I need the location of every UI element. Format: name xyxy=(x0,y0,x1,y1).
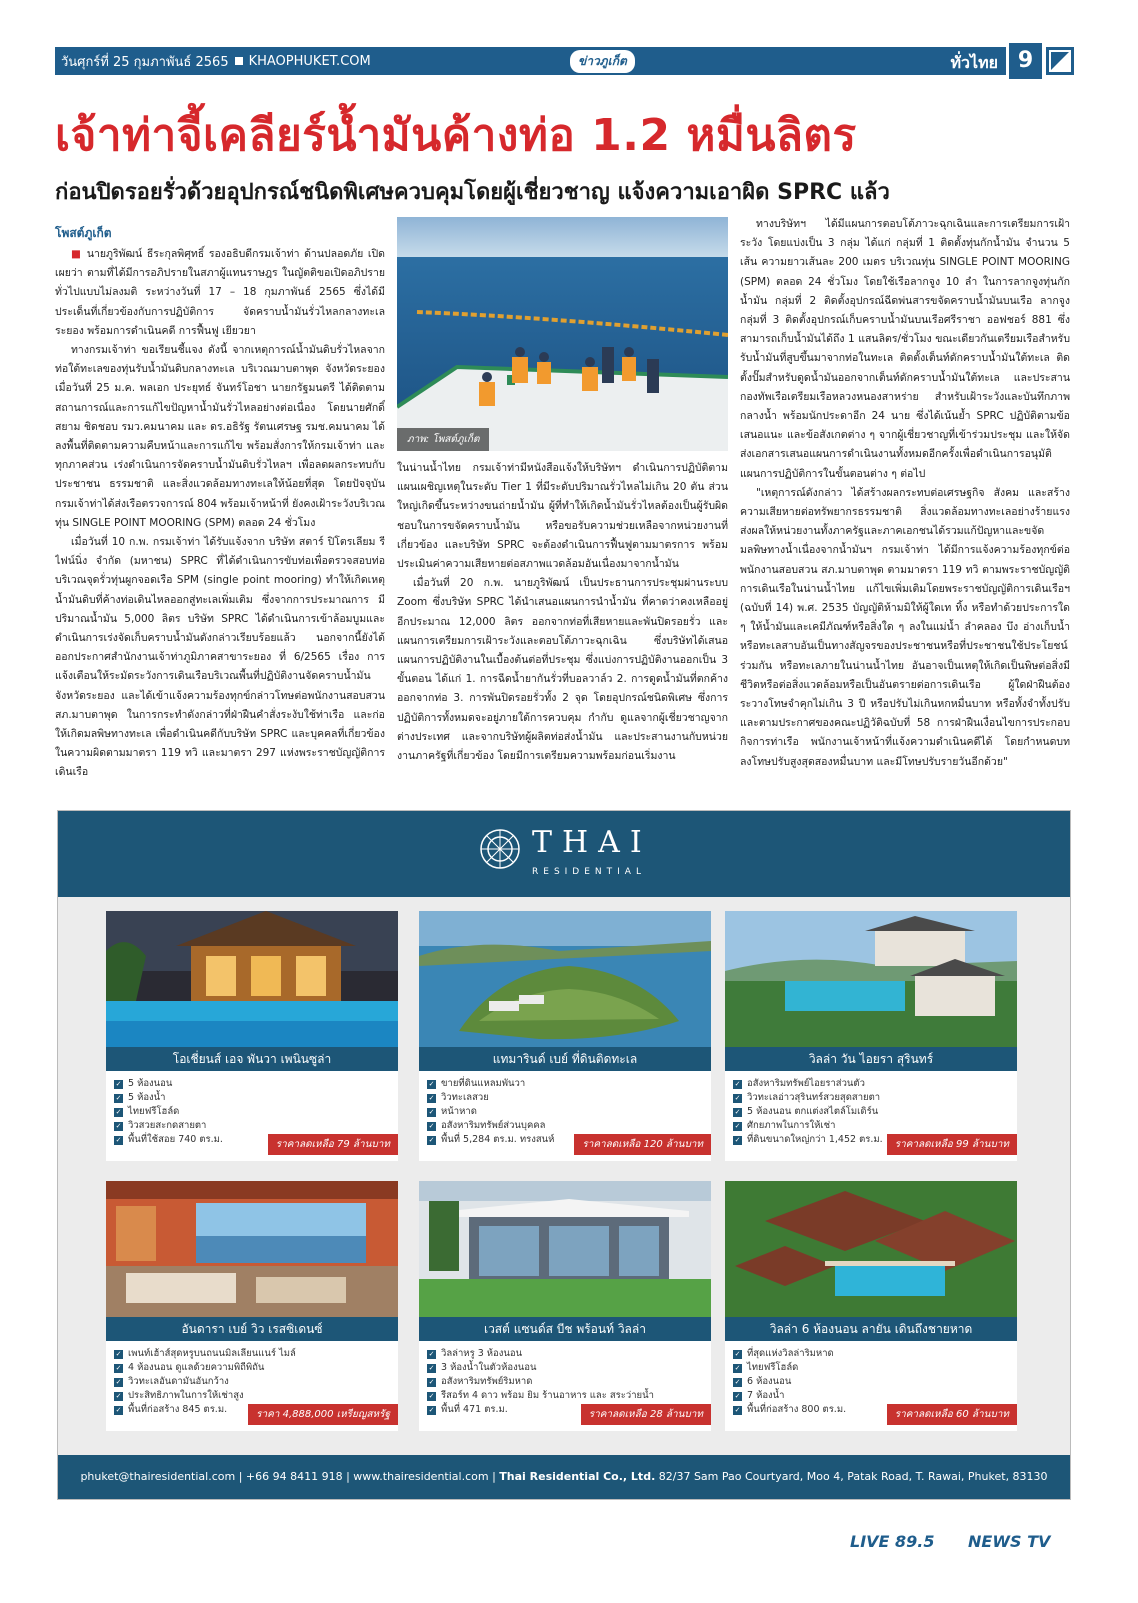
checkbox-icon: ✓ xyxy=(115,1377,122,1386)
section-title: ทั่วไทย xyxy=(950,53,998,72)
aerial-villa-image xyxy=(725,1181,1017,1317)
feature-item: ✓ พื้นที่ 5,284 ตร.ม. ทรงสนห์ xyxy=(428,1134,555,1145)
feature-item: ✓ 5 ห้องนอน xyxy=(115,1078,173,1089)
listing-title: อันดารา เบย์ วิว เรสซิเดนซ์ xyxy=(106,1317,398,1341)
checkbox-icon: ✓ xyxy=(428,1405,435,1414)
feature-item: ✓ อสังหาริมทรัพย์ส่วนบุคคล xyxy=(428,1120,546,1131)
boat-at-sea-image xyxy=(397,217,728,451)
feature-item: ✓ เพนท์เฮ้าส์สุดหรูบนถนนมิลเลียนแนร์ ไมล์ xyxy=(115,1348,296,1359)
listing-title: โอเชี่ยนส์ เอจ พันวา เพนินซูล่า xyxy=(106,1047,398,1071)
article-column-1 xyxy=(55,245,385,805)
photo-caption: ภาพ: โพสต์ภูเก็ต xyxy=(397,428,489,451)
living-room-image xyxy=(106,1181,398,1317)
price-tag: ราคาลดเหลือ 99 ล้านบาท xyxy=(887,1134,1017,1155)
price-tag: ราคา 4,888,000 เหรียญสหรัฐ xyxy=(248,1404,398,1425)
article-headline: เจ้าท่าจี้เคลียร์น้ำมันค้างท่อ 1.2 หมื่นลิตร xyxy=(55,110,857,161)
feature-item: ✓ 6 ห้องนอน xyxy=(734,1376,792,1387)
checkbox-icon: ✓ xyxy=(734,1405,741,1414)
feature-item: ✓ ไทยฟรีโฮล์ด xyxy=(115,1106,180,1117)
price-tag: ราคาลดเหลือ 28 ล้านบาท xyxy=(581,1404,711,1425)
feature-item: ✓ หน้าหาด xyxy=(428,1106,477,1117)
separator-square-icon xyxy=(235,57,243,65)
listing-card[interactable] xyxy=(725,1181,1017,1431)
feature-item: ✓ ประสิทธิภาพในการให้เช่าสูง xyxy=(115,1390,244,1401)
checkbox-icon: ✓ xyxy=(428,1093,435,1102)
article-subheadline: ก่อนปิดรอยรั่วด้วยอุปกรณ์ชนิดพิเศษควบคุมโดยผู้เชี่ยวชาญ แจ้งความเอาผิด SPRC แล้ว xyxy=(55,180,890,205)
page-corner-icon xyxy=(1046,47,1074,75)
article-column-3 xyxy=(740,215,1070,813)
listing-card[interactable] xyxy=(419,1181,711,1431)
checkbox-icon: ✓ xyxy=(734,1391,741,1400)
masthead-bar xyxy=(55,47,1042,75)
paragraph: ในน่านน้ำไทย กรมเจ้าท่ามีหนังสือแจ้งให้บริษัทฯ ดำเนินการปฏิบัติตามแผนเผชิญเหตุในระดับ Tier 1 ที่มีระดับปริมาณรั่วไหลไม่เกิน 20 ตัน ส่วนใหญ่เกิดขึ้นระหว่างขนถ่ายน้ำมัน ผู้ที่ทำให้เกิดน้ำมันรั่วไหลต้องเป็นผู้รับผิดชอบในการขจัดคราบน้ำมัน หรือขอรับความช่วยเหลือจากหน่วยงานที่เกี่ยวข้อง และบริษัท SPRC จะต้องดำเนินการฟื้นฟูตามมาตรการ พร้อมประเมินค่าความเสียหายต่อสภาพแวดล้อมอันเนื่องมาจากน้ำมัน xyxy=(397,462,728,571)
feature-item: ✓ พื้นที่ก่อสร้าง 800 ตร.ม. xyxy=(734,1404,847,1415)
feature-item: ✓ 4 ห้องนอน ดูแลด้วยความพิถีพิถัน xyxy=(115,1362,265,1373)
ad-header xyxy=(58,811,1070,897)
paragraph xyxy=(55,245,385,341)
brand-name: THAI xyxy=(532,825,652,860)
checkbox-icon: ✓ xyxy=(428,1079,435,1088)
checkbox-icon: ✓ xyxy=(734,1107,741,1116)
checkbox-icon: ✓ xyxy=(428,1135,435,1144)
feature-item: ✓ ที่ดินขนาดใหญ่กว่า 1,452 ตร.ม. xyxy=(734,1134,883,1145)
checkbox-icon: ✓ xyxy=(115,1405,122,1414)
feature-item: ✓ วิวทะเลอ่าวสุรินทร์สวยสุดสายตา xyxy=(734,1092,881,1103)
checkbox-icon: ✓ xyxy=(115,1135,122,1144)
footer-company: Thai Residential Co., Ltd. xyxy=(499,1470,656,1483)
listing-title: วิลล่า วัน ไอยรา สุรินทร์ xyxy=(725,1047,1017,1071)
checkbox-icon: ✓ xyxy=(734,1349,741,1358)
footer-address: 82/37 Sam Pao Courtyard, Moo 4, Patak Road, T. Rawai, Phuket, 83130 xyxy=(655,1470,1048,1483)
issue-date: วันศุกร์ที่ 25 กุมภาพันธ์ 2565 xyxy=(61,54,229,70)
checkbox-icon: ✓ xyxy=(734,1377,741,1386)
paragraph: "เหตุการณ์ดังกล่าว ได้สร้างผลกระทบต่อเศรษฐกิจ สังคม และสร้างความเสียหายต่อทรัพยากรธรรมชาติ สิ่งแวดล้อมทางทะเลอย่างร้ายแรง ส่งผลให้หน่วยงานทั้งภาครัฐและภาคเอกชนได้รวมแก้ปัญหาและขจัดมลพิษทางน้ำเนื่องจากน้ำมันฯ กรมเจ้าท่า ได้มีการแจ้งความร้องทุกข์ต่อพนักงานสอบสวน สภ.มาบตาพุด ตามมาตรา 119 ทวิ ตามพระราชบัญญัติการเดินเรือในน่านน้ำไทย แก้ไขเพิ่มเติมโดยพระราชบัญญัติการเดินเรือฯ (ฉบับที่ 14) พ.ศ. 2535 บัญญัติห้ามมิให้ผู้ใดเท ทิ้ง หรือทำด้วยประการใด ๆ ให้น้ำมันและเคมีภัณฑ์หรือสิ่งใด ๆ ลงในแม่น้ำ ลำคลอง บึง อ่างเก็บน้ำ หรือทะเลสาบอันเป็นทางสัญจรของประชาชนหรือที่ประชาชนใช้ประโยชน์ร่วมกัน หรือทะเลภายในน่านน้ำไทย อันอาจเป็นเหตุให้เกิดเป็นพิษต่อสิ่งมีชีวิตหรือต่อสิ่งแวดล้อมหรือเป็นอันตรายต่อการเดินเรือ ผู้ใดฝ่าฝืนต้องระวางโทษจำคุกไม่เกิน 3 ปี หรือปรับไม่เกินหกหมื่นบาท หรือทั้งจำทั้งปรับ และตามประกาศของคณะปฏิวัติฉบับที่ 58 การฝ่าฝืนเงื่อนไขการประกอบกิจการท่าเรือ พนักงานเจ้าหน้าที่แจ้งความดำเนินคดีได้ โดยกำหนดบทลงโทษปรับสูงสุดสองหมื่นบาท และมีโทษปรับรายวันอีกด้วย" xyxy=(740,486,1070,768)
article-byline: โพสต์ภูเก็ต xyxy=(55,226,112,240)
hillside-villa-image xyxy=(725,911,1017,1047)
live-radio-logo: LIVE 89.5 xyxy=(850,1532,935,1551)
page-number: 9 xyxy=(1006,43,1042,79)
checkbox-icon: ✓ xyxy=(115,1363,122,1372)
feature-item: ✓ 3 ห้องน้ำในตัวห้องนอน xyxy=(428,1362,537,1373)
feature-item: ✓ ขายที่ดินแหลมพันวา xyxy=(428,1078,526,1089)
feature-item: ✓ ที่สุดแห่งวิลล่าริมหาด xyxy=(734,1348,834,1359)
feature-item: ✓ ไทยฟรีโฮล์ด xyxy=(734,1362,799,1373)
feature-list xyxy=(733,1077,883,1147)
checkbox-icon: ✓ xyxy=(734,1363,741,1372)
price-tag: ราคาลดเหลือ 60 ล้านบาท xyxy=(887,1404,1017,1425)
checkbox-icon: ✓ xyxy=(428,1349,435,1358)
feature-item: ✓ อสังหาริมทรัพย์ริมหาด xyxy=(428,1376,533,1387)
feature-item: ✓ 7 ห้องน้ำ xyxy=(734,1390,785,1401)
listing-card[interactable] xyxy=(725,911,1017,1161)
checkbox-icon: ✓ xyxy=(428,1363,435,1372)
feature-item: ✓ พื้นที่ 471 ตร.ม. xyxy=(428,1404,508,1415)
listing-title: เวสต์ แซนด์ส บีช พร้อนท์ วิลล่า xyxy=(419,1317,711,1341)
feature-item: ✓ วิลล่าหรู 3 ห้องนอน xyxy=(428,1348,523,1359)
article-photo xyxy=(397,217,728,451)
paragraph: เมื่อวันที่ 20 ก.พ. นายภูริพัฒน์ เป็นประธานการประชุมผ่านระบบ Zoom ซึ่งบริษัท SPRC ได้นำเสนอแผนการนำน้ำมัน ที่คาดว่าคงเหลืออยู่อีกประมาณ 12,000 ลิตร ออกจากท่อที่เสียหายและพันปิดรอยรั่ว และแผนการเตรียมการเฝ้าระวังและตอบโต้ภาวะฉุกเฉิน ซึ่งบริษัทได้เสนอแผนการปฏิบัติงานในเบื้องต้นต่อที่ประชุม ซึ่งแบ่งการปฏิบัติงานออกเป็น 3 ขั้นตอน ได้แก่ 1. การฉีดน้ำยากันรั่วที่บอลวาล์ว 2. การดูดน้ำมันที่ตกค้างออกจากท่อ 3. การพันปิดรอยรั่วทั้ง 2 จุด โดยอุปกรณ์ชนิดพิเศษ ซึ่งการปฏิบัติการทั้งหมดจะอยู่ภายใต้การควบคุม กำกับ ดูแลจากผู้เชี่ยวชาญจากต่างประเทศ และจากบริษัทผู้ผลิตท่อส่งน้ำมัน และประสานงานกับหน่วยงานภาครัฐที่เกี่ยวข้อง โดยมีการเตรียมความพร้อมก่อนเริ่มงาน xyxy=(397,577,728,763)
feature-item: ✓ วิวทะเลสวย xyxy=(428,1092,489,1103)
villa-pool-image xyxy=(106,911,398,1047)
feature-list xyxy=(114,1077,223,1147)
checkbox-icon: ✓ xyxy=(734,1079,741,1088)
checkbox-icon: ✓ xyxy=(428,1107,435,1116)
partner-logos xyxy=(850,1524,1072,1564)
bullet-square-icon: ■ xyxy=(71,248,87,260)
price-tag: ราคาลดเหลือ 120 ล้านบาท xyxy=(574,1134,711,1155)
beachfront-villa-image xyxy=(419,1181,711,1317)
checkbox-icon: ✓ xyxy=(734,1121,741,1130)
feature-list xyxy=(427,1077,554,1147)
checkbox-icon: ✓ xyxy=(428,1391,435,1400)
paragraph: ทางกรมเจ้าท่า ขอเรียนชี้แจง ดังนี้ จากเหตุการณ์น้ำมันดิบรั่วไหลจากท่อใต้ทะเลของทุ่นรับน้ำมันดิบกลางทะเล บริเวณมาบตาพุด จังหวัดระยอง เมื่อวันที่ 25 ม.ค. พลเอก ประยุทธ์ จันทร์โอชา นายกรัฐมนตรี ได้ติดตามสถานการณ์และการแก้ไขปัญหาน้ำมันรั่วไหลอย่างต่อเนื่อง โดยนายศักดิ์สยาม ชิดชอบ รมว.คมนาคม และ ดร.อธิรัฐ รัตนเศรษฐ รมช.คมนาคม ได้ลงพื้นที่ติดตามความคืบหน้าและการแก้ไข พร้อมสั่งการให้กรมเจ้าท่า และทุกภาคส่วน เร่งดำเนินการจัดคราบน้ำมันดิบรั่วไหลฯ เพื่อลดผลกระทบกับประชาชน ธรรมชาติ และสิ่งแวดล้อมทางทะเลให้น้อยที่สุด โดยปัจจุบัน กรมเจ้าท่าได้ส่งเรือตรวจการณ์ 804 พร้อมเจ้าหน้าที่ ยังคงเฝ้าระวังบริเวณทุ่น SINGLE POINT MOORING (SPM) ตลอด 24 ชั่วโมง xyxy=(55,344,385,529)
paragraph: เมื่อวันที่ 10 ก.พ. กรมเจ้าท่า ได้รับแจ้งจาก บริษัท สตาร์ ปิโตรเลียม รีไฟน์นิ่ง จำกัด (มหาชน) SPRC ที่ได้ดำเนินการขับท่อเพื่อตรวจสอบท่อบริเวณจุดรั่วทุ่นผูกจอดเรือ SPM (single point mooring) ทำให้เกิดเหตุน้ำมันดิบที่ค้างท่อเดินไหลออกสู่ทะเลเพิ่มเติม ซึ่งจากการประมาณการ มีปริมาณน้ำมัน 5,000 ลิตร บริษัท SPRC ได้ดำเนินการเข้าล้อมบูมและดำเนินการเร่งจัดเก็บคราบน้ำมันดังกล่าวเรียบร้อยแล้ว นอกจากนี้ยังได้ออกประกาศสำนักงานเจ้าท่าภูมิภาคสาขาระยอง ที่ 6/2565 เรื่อง การแจ้งเตือนให้ระมัดระวังการเดินเรือบริเวณพื้นที่ปฏิบัติงานจัดคราบน้ำมันจังหวัดระยอง และได้เข้าแจ้งความร้องทุกข์กล่าวโทษต่อพนักงานสอบสวนสภ.มาบตาพุด ในการกระทำดังกล่าวที่ฝ่าฝืนคำสั่งระงับใช้ท่าเรือ และก่อให้เกิดมลพิษทางทะเล เพื่อดำเนินคดีกับบริษัท SPRC และบุคคลที่เกี่ยวข้องในความผิดตามมาตรา 119 ทวิ และมาตรา 297 แห่งพระราชบัญญัติการเดินเรือ xyxy=(55,536,385,779)
paragraph-text: นายภูริพัฒน์ ธีระกุลพิศุทธิ์ รองอธิบดีกรมเจ้าท่า ด้านปลอดภัย เปิดเผยว่า ตามที่ได้มีการอภิปรายในสภาผู้แทนราษฎร ในญัตติขอเปิดอภิปรายทั่วไปแบบไม่ลงมติ ระหว่างวันที่ 17 – 18 กุมภาพันธ์ 2565 ซึ่งได้มีประเด็นที่เกี่ยวข้องกับการปฏิบัติการ จัดคราบน้ำมันรั่วไหลกลางทะเลระยอง พร้อมการดำเนินคดี การฟื้นฟู เยียวยา xyxy=(55,248,385,337)
checkbox-icon: ✓ xyxy=(734,1093,741,1102)
checkbox-icon: ✓ xyxy=(115,1121,122,1130)
feature-item: ✓ วิวสวยสะกดสายตา xyxy=(115,1120,207,1131)
footer-contact: phuket@thairesidential.com | +66 94 8411 918 | www.thairesidential.com | xyxy=(80,1470,500,1483)
news-tv-logo: NEWS TV xyxy=(968,1532,1051,1551)
checkbox-icon: ✓ xyxy=(428,1121,435,1130)
paragraph: ทางบริษัทฯ ได้มีแผนการตอบโต้ภาวะฉุกเฉินและการเตรียมการเฝ้าระวัง โดยแบ่งเป็น 3 กลุ่ม ได้แก่ กลุ่มที่ 1 ติดตั้งทุ่นกักน้ำมัน จำนวน 5 เส้น ความยาวเส้นละ 200 เมตร บริเวณทุ่น SINGLE POINT MOORING (SPM) ตลอด 24 ชั่วโมง โดยใช้เรือลากจูง 10 ลำ ในการลากจูงทุ่นกักน้ำมัน กลุ่มที่ 2 ติดตั้งอุปกรณ์ฉีดพ่นสารขจัดคราบน้ำมันบนเรือ ลากจูง กลุ่มที่ 3 ติดตั้งอุปกรณ์เก็บคราบน้ำมันบนเรือศรีราชา ออฟชอร์ 881 ซึ่งสามารถเก็บน้ำมันได้ถึง 1 แสนลิตร/ชั่วโมง ขณะเดียวกันเตรียมเรือสำหรับรับน้ำมันที่สูบขึ้นมาจากท่อในทะเล ติดตั้งเต็นท์ดักคราบน้ำมันใต้ทะเล ติดตั้งปั๊มสำหรับดูดน้ำมันออกจากเต็นท์ดักคราบน้ำมันใต้ทะเล และประสานกองทัพเรือเตรียมเรือหลวงหนองสาหร่าย สำหรับเฝ้าระวังและบันทึกภาพกลางน้ำ พร้อมนักประดาอีก 24 นาย ซึ่งได้เน้นย้ำ SPRC ปฏิบัติตามข้อเสนอแนะ และข้อสังเกตต่าง ๆ จากผู้เชี่ยวชาญที่เข้าร่วมประชุม และให้จัดส่งเอกสารเสนอแผนการดำเนินงานทั้งหมดอีกครั้งเพื่อดำเนินการอนุมัติแผนการปฏิบัติการในขั้นตอนต่าง ๆ ต่อไป xyxy=(740,218,1070,480)
checkbox-icon: ✓ xyxy=(734,1135,741,1144)
thai-residential-advertisement xyxy=(57,810,1071,1500)
website-label: KHAOPHUKET.COM xyxy=(248,53,371,69)
listing-card[interactable] xyxy=(106,1181,398,1431)
checkbox-icon: ✓ xyxy=(428,1377,435,1386)
listing-title: แทมารินด์ เบย์ ที่ดินติดทะเล xyxy=(419,1047,711,1071)
checkbox-icon: ✓ xyxy=(115,1093,122,1102)
feature-item: ✓ พื้นที่ก่อสร้าง 845 ตร.ม. xyxy=(115,1404,228,1415)
listing-card[interactable] xyxy=(419,911,711,1161)
article-column-2 xyxy=(397,459,728,809)
feature-list xyxy=(733,1347,846,1417)
island-coast-image xyxy=(419,911,711,1047)
feature-item: ✓ วิวทะเลอันดามันอันกว้าง xyxy=(115,1376,229,1387)
listing-title: วิลล่า 6 ห้องนอน ลายัน เดินถึงชายหาด xyxy=(725,1317,1017,1341)
price-tag: ราคาลดเหลือ 79 ล้านบาท xyxy=(268,1134,398,1155)
ad-footer xyxy=(58,1455,1070,1499)
paper-logo: ข่าวภูเก็ต xyxy=(570,50,635,73)
checkbox-icon: ✓ xyxy=(115,1107,122,1116)
checkbox-icon: ✓ xyxy=(115,1391,122,1400)
brand-subtitle: RESIDENTIAL xyxy=(532,867,646,877)
brand-mark-icon xyxy=(478,827,522,871)
checkbox-icon: ✓ xyxy=(115,1349,122,1358)
listing-card[interactable] xyxy=(106,911,398,1161)
checkbox-icon: ✓ xyxy=(115,1079,122,1088)
feature-item: ✓ 5 ห้องนอน ตกแต่งสไตล์โมเดิร์น xyxy=(734,1106,879,1117)
feature-item: ✓ รีสอร์ท 4 ดาว พร้อม ยิม ร้านอาหาร และ สระว่ายน้ำ xyxy=(428,1390,654,1401)
feature-item: ✓ ศักยภาพในการให้เช่า xyxy=(734,1120,836,1131)
feature-item: ✓ 5 ห้องน้ำ xyxy=(115,1092,166,1103)
feature-item: ✓ พื้นที่ใช้สอย 740 ตร.ม. xyxy=(115,1134,223,1145)
feature-item: ✓ อสังหาริมทรัพย์ไอยราส่วนตัว xyxy=(734,1078,865,1089)
